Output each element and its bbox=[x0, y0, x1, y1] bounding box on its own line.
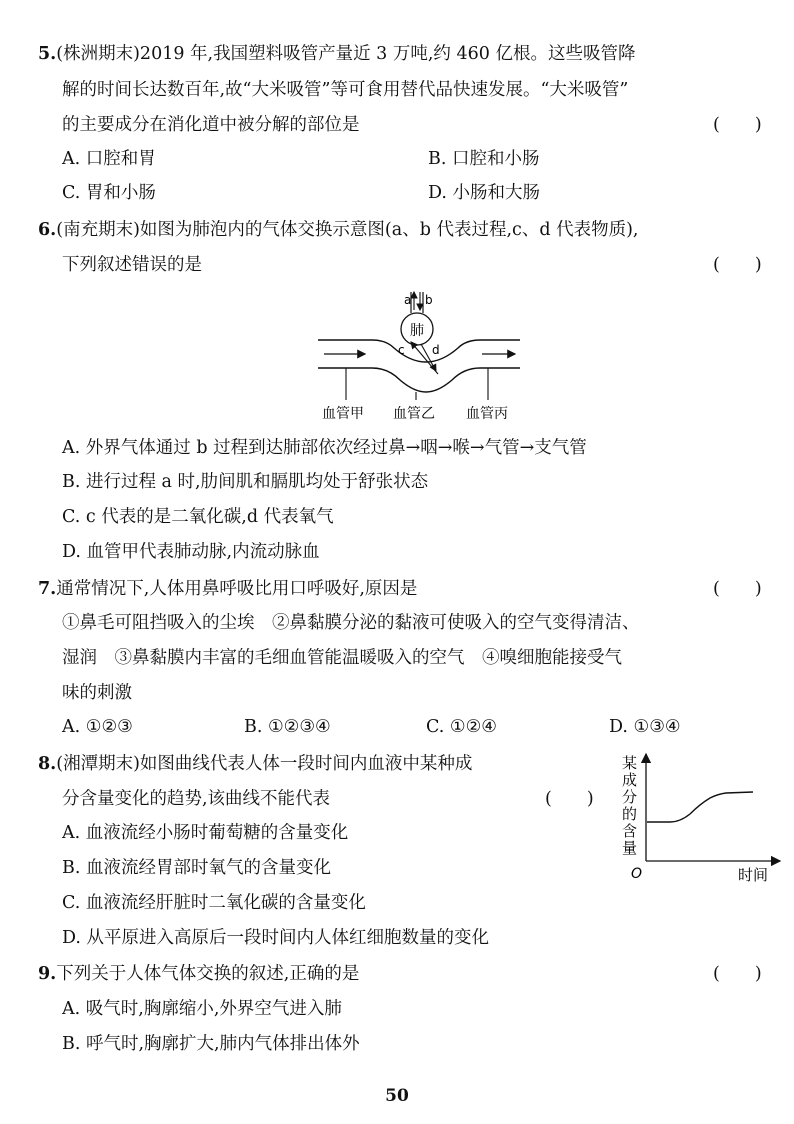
q7-answer-paren: ( ) bbox=[713, 579, 762, 599]
q8-text-line1: (湘潭期末)如图曲线代表人体一段时间内血液中某种成 bbox=[56, 754, 473, 774]
vessel-3-label: 血管丙 bbox=[466, 406, 508, 422]
q5-text-line1: (株洲期末)2019 年,我国塑料吸管产量近 3 万吨,约 460 亿根。这些吸管降 bbox=[56, 44, 636, 64]
q7-text-line1: 通常情况下,人体用鼻呼吸比用口呼吸好,原因是 bbox=[56, 579, 418, 599]
q6-line1 bbox=[38, 218, 638, 242]
graph-y-label-1: 某 bbox=[622, 754, 638, 772]
label-a: a bbox=[404, 293, 412, 307]
q5-option-a: A. 口腔和胃 bbox=[62, 149, 156, 169]
q7-option-c: C. ①②④ bbox=[426, 717, 497, 737]
q6-text-line1: (南充期末)如图为肺泡内的气体交换示意图(a、b 代表过程,c、d 代表物质), bbox=[56, 220, 639, 240]
graph-y-label-5: 含 bbox=[622, 822, 638, 840]
content-trend-graph bbox=[618, 748, 786, 884]
q5-option-b: B. 口腔和小肠 bbox=[428, 149, 540, 169]
label-b: b bbox=[425, 293, 433, 307]
vessel-1-label: 血管甲 bbox=[322, 406, 364, 422]
q5-number: 5. bbox=[38, 44, 57, 64]
graph-y-label-3: 分 bbox=[622, 788, 638, 806]
q6-text-line2: 下列叙述错误的是 bbox=[62, 255, 202, 275]
q9-line1 bbox=[38, 962, 359, 986]
q8-text-line2: 分含量变化的趋势,该曲线不能代表 bbox=[62, 789, 331, 809]
q8-answer-paren: ( ) bbox=[545, 789, 594, 809]
vessel-lower-wall bbox=[318, 368, 520, 392]
q7-text-line4: 味的刺激 bbox=[62, 683, 132, 703]
q9-option-b: B. 呼气时,胸廓扩大,肺内气体排出体外 bbox=[62, 1034, 360, 1054]
q6-option-d: D. 血管甲代表肺动脉,内流动脉血 bbox=[62, 542, 320, 562]
q7-option-d: D. ①③④ bbox=[609, 717, 681, 737]
q9-text-line1: 下列关于人体气体交换的叙述,正确的是 bbox=[56, 964, 360, 984]
q8-option-b: B. 血液流经胃部时氧气的含量变化 bbox=[62, 858, 331, 878]
q9-number: 9. bbox=[38, 964, 57, 984]
q5-line1 bbox=[38, 42, 635, 66]
q6-option-a: A. 外界气体通过 b 过程到达肺部依次经过鼻→咽→喉→气管→支气管 bbox=[62, 438, 587, 458]
graph-y-label-2: 成 bbox=[622, 771, 638, 789]
q5-option-d: D. 小肠和大肠 bbox=[428, 183, 541, 203]
q7-line1 bbox=[38, 577, 417, 601]
q8-option-d: D. 从平原进入高原后一段时间内人体红细胞数量的变化 bbox=[62, 928, 490, 948]
graph-curve bbox=[647, 792, 753, 822]
q5-option-c: C. 胃和小肠 bbox=[62, 183, 156, 203]
q8-number: 8. bbox=[38, 754, 57, 774]
q6-answer-paren: ( ) bbox=[713, 255, 762, 275]
graph-y-label-6: 量 bbox=[622, 839, 638, 857]
q7-option-b: B. ①②③④ bbox=[244, 717, 331, 737]
q7-option-a: A. ①②③ bbox=[62, 717, 133, 737]
q7-text-line2: ①鼻毛可阻挡吸入的尘埃 ②鼻黏膜分泌的黏液可使吸入的空气变得清洁、 bbox=[62, 613, 640, 633]
q8-option-a: A. 血液流经小肠时葡萄糖的含量变化 bbox=[62, 823, 349, 843]
q6-option-c: C. c 代表的是二氧化碳,d 代表氧气 bbox=[62, 507, 334, 527]
q9-answer-paren: ( ) bbox=[713, 964, 762, 984]
alveolus-gas-exchange-diagram bbox=[310, 288, 530, 428]
q8-line1 bbox=[38, 752, 472, 776]
graph-x-label: 时间 bbox=[738, 866, 769, 884]
q5-text-line2: 解的时间长达数百年,故“大米吸管”等可食用替代品快速发展。“大米吸管” bbox=[62, 80, 629, 100]
q5-answer-paren: ( ) bbox=[713, 115, 762, 135]
q6-number: 6. bbox=[38, 220, 57, 240]
label-d: d bbox=[432, 343, 440, 357]
vessel-2-label: 血管乙 bbox=[393, 406, 435, 422]
graph-origin-label: O bbox=[631, 866, 643, 882]
q8-option-c: C. 血液流经肝脏时二氧化碳的含量变化 bbox=[62, 893, 366, 913]
q7-text-line3: 湿润 ③鼻黏膜内丰富的毛细血管能温暖吸入的空气 ④嗅细胞能接受气 bbox=[62, 648, 622, 668]
graph-y-label-4: 的 bbox=[622, 805, 638, 823]
label-c: c bbox=[398, 343, 405, 357]
page-number: 50 bbox=[385, 1086, 409, 1106]
q7-number: 7. bbox=[38, 579, 57, 599]
alveolus-label: 肺 bbox=[410, 323, 424, 339]
q9-option-a: A. 吸气时,胸廓缩小,外界空气进入肺 bbox=[62, 999, 342, 1019]
q6-option-b: B. 进行过程 a 时,肋间肌和膈肌均处于舒张状态 bbox=[62, 472, 429, 492]
q5-text-line3: 的主要成分在消化道中被分解的部位是 bbox=[62, 115, 360, 135]
